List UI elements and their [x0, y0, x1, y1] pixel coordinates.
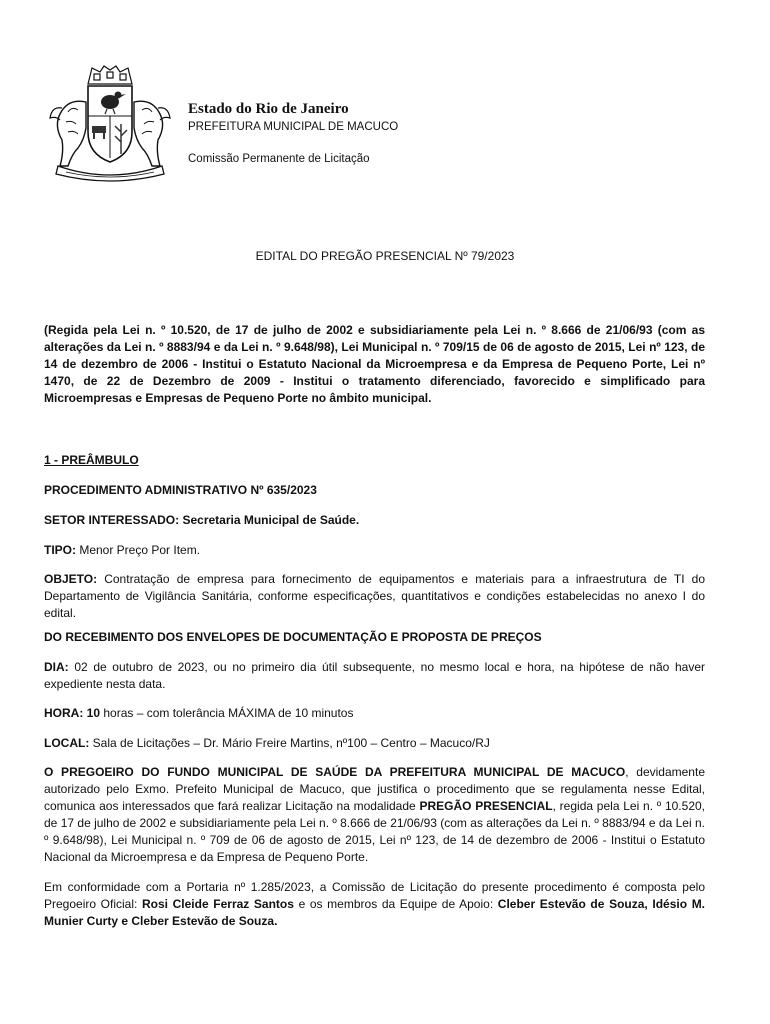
modalidade: PREGÃO PRESENCIAL	[419, 799, 553, 813]
local-line	[44, 735, 705, 752]
local-label: LOCAL:	[44, 736, 90, 750]
objeto-label: OBJETO:	[44, 572, 98, 586]
recebimento-heading: DO RECEBIMENTO DOS ENVELOPES DE DOCUMENTAÇÃO E PROPOSTA DE PREÇOS	[44, 630, 542, 644]
dia-value: 02 de outubro de 2023, ou no primeiro dia útil subsequente, no mesmo local e hora, na hipótese de não haver expediente nesta data.	[44, 660, 705, 691]
equipe-names: Cleber Estevão de Souza, Idésio M. Munier Curty e Cleber Estevão de Souza.	[44, 897, 706, 928]
objeto-value: Contratação de empresa para fornecimento de equipamentos e materiais para a infraestrutura de TI do Departamento de Vigilância Sanitária, conforme especificações, quantitativos e condições estabelecidas no anexo I do edital.	[44, 572, 705, 620]
dia-label: DIA:	[44, 660, 69, 674]
procedimento-line: PROCEDIMENTO ADMINISTRATIVO Nº 635/2023	[44, 483, 317, 497]
commission-name: Comissão Permanente de Licitação	[188, 153, 370, 165]
pregoeiro-text-1: , devidamente autorizado pelo Exmo. Prefeito Municipal de Macuco, que justifica o procedimento que se regulamenta nesse Edital, comunica aos interessados que fará realizar Licitação na modalidade	[44, 765, 705, 813]
tipo-line	[44, 542, 705, 559]
hora-line	[44, 705, 705, 722]
pregoeiro-name: Rosi Cleide Ferraz Santos	[141, 897, 294, 911]
local-value: Sala de Licitações – Dr. Mário Freire Martins, nº100 – Centro – Macuco/RJ	[89, 736, 490, 750]
setor-line: SETOR INTERESSADO: Secretaria Municipal de Saúde.	[44, 513, 360, 527]
pregoeiro-paragraph	[44, 764, 705, 866]
legal-basis-paragraph: (Regida pela Lei n. º 10.520, de 17 de julho de 2002 e subsidiariamente pela Lei n. º 8.666 de 21/06/93 (com as alterações da Lei n. º 8883/94 e da Lei n. º 9.648/98), Lei Municipal n. º 709/15 de 06 de agosto de 2015, Lei nº 123, de 14 de dezembro de 2006 - Institui o Estatuto Nacional da Microempresa e da Empresa de Pequeno Porte, Lei nº 1470, de 22 de Dezembro de 2009 - Institui o tratamento diferenciado, favorecido e simplificado para Microempresas e Empresas de Pequeno Porte no âmbito municipal.	[44, 323, 705, 405]
tipo-label: TIPO:	[44, 543, 76, 557]
document-title: EDITAL DO PREGÃO PRESENCIAL Nº 79/2023	[255, 249, 515, 263]
hora-label: HORA:	[44, 706, 84, 720]
section-heading-preambulo: 1 - PREÂMBULO	[44, 453, 139, 467]
dia-paragraph	[44, 659, 705, 693]
hora-number: 10	[83, 706, 101, 720]
municipal-coat-of-arms	[38, 62, 182, 186]
tipo-value: Menor Preço Por Item.	[76, 543, 201, 557]
hora-value: horas – com tolerância MÁXIMA de 10 minutos	[100, 706, 354, 720]
prefeitura-name: PREFEITURA MUNICIPAL DE MACUCO	[188, 121, 399, 133]
portaria-text-2: e os membros da Equipe de Apoio:	[293, 897, 498, 911]
pregoeiro-text-2: , regida pela Lei n. º 10.520, de 17 de julho de 2002 e subsidiariamente pela Lei n. º 8.666 de 21/06/93 (com as alterações da Lei n. º 8883/94 e da Lei n. º 9.648/98), Lei Municipal n. º 709 de 06 de agosto de 2015, Lei nº 123, de 14 de dezembro de 2006 - Institui o Estatuto Nacional da Microempresa e da Empresa de Pequeno Porte.	[44, 799, 705, 864]
portaria-paragraph	[44, 879, 705, 930]
portaria-text-1: Em conformidade com a Portaria nº 1.285/2023, a Comissão de Licitação do presente procedimento é composta pelo Pregoeiro Oficial:	[44, 880, 705, 911]
objeto-paragraph	[44, 571, 705, 622]
pregoeiro-heading: O PREGOEIRO DO FUNDO MUNICIPAL DE SAÚDE DA PREFEITURA MUNICIPAL DE MACUCO	[44, 765, 626, 779]
state-name: Estado do Rio de Janeiro	[188, 101, 349, 117]
letterhead	[188, 100, 398, 167]
